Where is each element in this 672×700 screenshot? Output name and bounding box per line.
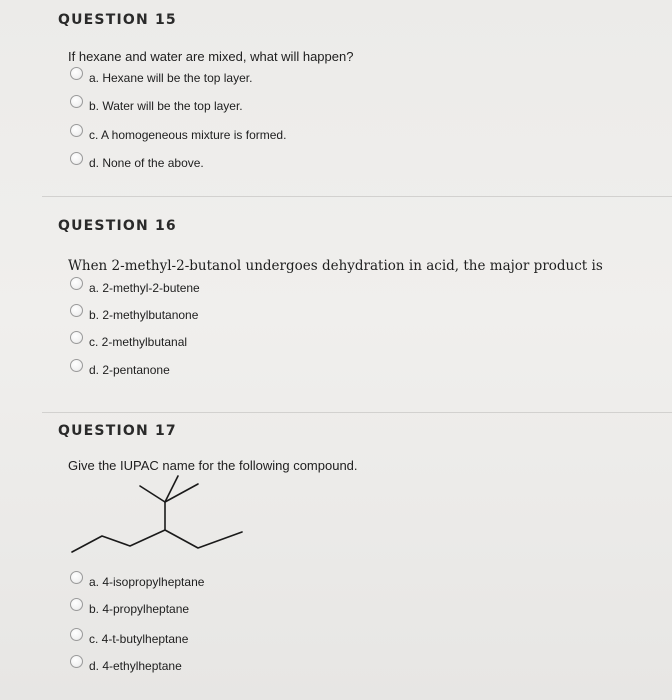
option-label: a. 2-methyl-2-butene [89,281,200,295]
q15-option-c[interactable] [70,125,286,145]
question-17-text: Give the IUPAC name for the following compound. [68,458,358,473]
option-label: d. 4-ethylheptane [89,659,182,673]
radio-button[interactable] [70,571,83,584]
q15-option-a[interactable] [70,68,252,88]
radio-button[interactable] [70,67,83,80]
option-label: a. 4-isopropylheptane [89,575,205,589]
option-label: b. 2-methylbutanone [89,308,199,322]
radio-button[interactable] [70,359,83,372]
radio-button[interactable] [70,152,83,165]
radio-button[interactable] [70,95,83,108]
radio-button[interactable] [70,277,83,290]
question-15-title: QUESTION 15 [58,12,177,28]
q16-option-a[interactable] [70,278,200,298]
option-label: c. 4-t-butylheptane [89,632,189,646]
question-17-title: QUESTION 17 [58,423,177,439]
q17-option-b[interactable] [70,599,189,619]
option-label: d. 2-pentanone [89,363,170,377]
q16-option-c[interactable] [70,332,187,352]
section-divider [42,412,672,413]
option-label: a. Hexane will be the top layer. [89,71,253,85]
q16-option-b[interactable] [70,305,198,325]
question-16-title: QUESTION 16 [58,218,177,234]
option-label: b. 4-propylheptane [89,602,190,616]
q16-option-d[interactable] [70,360,170,380]
radio-button[interactable] [70,331,83,344]
q15-option-b[interactable] [70,96,243,116]
section-divider [42,196,672,197]
option-label: b. Water will be the top layer. [89,99,243,113]
option-label: c. 2-methylbutanal [89,335,188,349]
skeletal-structure-image [70,470,260,560]
radio-button[interactable] [70,304,83,317]
radio-button[interactable] [70,124,83,137]
option-label: d. None of the above. [89,156,204,170]
radio-button[interactable] [70,628,83,641]
q17-option-d[interactable] [70,656,182,676]
q15-option-d[interactable] [70,153,204,173]
option-label: c. A homogeneous mixture is formed. [89,128,287,142]
radio-button[interactable] [70,655,83,668]
radio-button[interactable] [70,598,83,611]
q17-option-a[interactable] [70,572,204,592]
q17-option-c[interactable] [70,629,188,649]
question-15-text: If hexane and water are mixed, what will happen? [68,49,354,64]
question-16-text: When 2-methyl-2-butanol undergoes dehydration in acid, the major product is [68,258,603,274]
